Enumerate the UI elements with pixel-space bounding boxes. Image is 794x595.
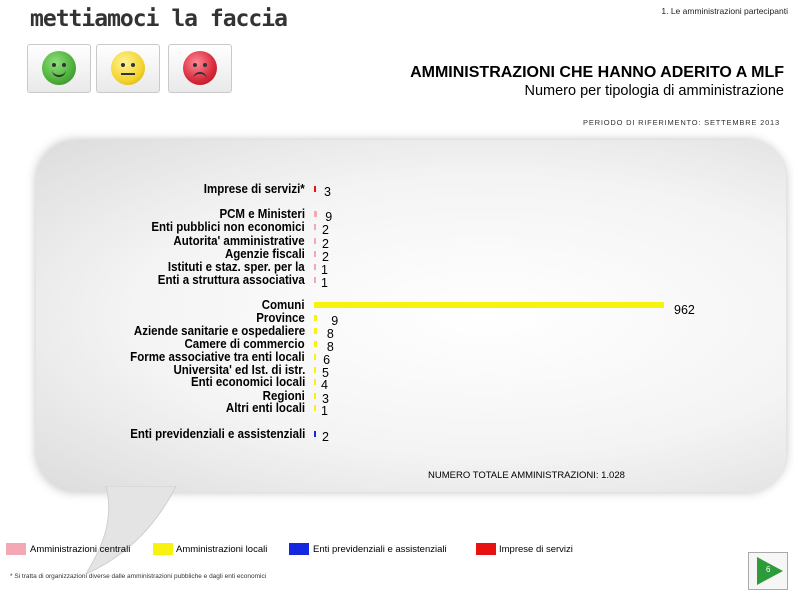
value-label: 4 — [321, 378, 328, 392]
category-label: Aziende sanitarie e ospedaliere — [133, 324, 305, 338]
category-label: Autorita' amministrative — [173, 234, 305, 248]
value-label: 8 — [326, 327, 334, 341]
bar — [314, 264, 316, 270]
total-label: NUMERO TOTALE AMMINISTRAZIONI: 1.028 — [428, 470, 625, 481]
logo: mettiamoci la faccia — [30, 6, 287, 32]
legend-label-centrali: Amministrazioni centrali — [30, 544, 131, 555]
category-label: Imprese di servizi* — [204, 182, 305, 196]
category-label: Camere di commercio — [184, 337, 305, 351]
section-title: 1. Le amministrazioni partecipanti — [661, 6, 788, 16]
value-label: 8 — [326, 340, 334, 354]
category-label: Comuni — [262, 298, 305, 312]
category-label: Altri enti locali — [225, 401, 305, 415]
bar — [314, 277, 316, 283]
footnote: * Si tratta di organizzazioni diverse dalle amministrazioni pubbliche e dagli enti economici — [10, 573, 267, 580]
bar — [314, 315, 317, 321]
category-label: Universita' ed Ist. di istr. — [173, 363, 305, 377]
category-label: Istituti e staz. sper. per la — [168, 260, 305, 274]
legend-swatch-previdenziali — [289, 543, 309, 555]
bar — [314, 431, 316, 437]
bar — [314, 354, 316, 360]
category-label: Enti pubblici non economici — [151, 220, 305, 234]
value-label: 2 — [322, 430, 329, 444]
category-label: Enti a struttura associativa — [158, 273, 305, 287]
category-label: PCM e Ministeri — [219, 207, 305, 221]
bar — [314, 224, 316, 230]
category-label: Province — [256, 311, 305, 325]
legend-label-servizi: Imprese di servizi — [499, 544, 573, 555]
legend-swatch-locali — [153, 543, 173, 555]
bar — [314, 379, 316, 385]
page-number: 6 — [766, 565, 771, 574]
bar — [314, 393, 316, 399]
value-label: 3 — [324, 185, 331, 199]
value-label: 9 — [325, 210, 333, 224]
page-title: AMMINISTRAZIONI CHE HANNO ADERITO A MLF — [410, 64, 784, 81]
value-label: 6 — [323, 353, 331, 367]
value-label: 1 — [321, 263, 328, 277]
value-label: 1 — [321, 276, 328, 290]
value-label: 962 — [674, 303, 695, 317]
category-label: Forme associative tra enti locali — [130, 350, 305, 364]
category-label: Agenzie fiscali — [225, 247, 305, 261]
bar — [314, 238, 316, 244]
legend-swatch-servizi — [476, 543, 496, 555]
value-label: 1 — [321, 404, 328, 418]
bar — [314, 251, 316, 257]
legend-label-locali: Amministrazioni locali — [176, 544, 268, 555]
value-label: 3 — [322, 392, 329, 406]
value-label: 5 — [322, 366, 329, 380]
bar — [314, 186, 316, 192]
category-label: Enti economici locali — [190, 375, 305, 389]
page-subtitle: Numero per tipologia di amministrazione — [524, 83, 784, 99]
bar — [314, 405, 316, 411]
bar — [314, 341, 317, 347]
bar — [314, 367, 316, 373]
legend-label-previdenziali: Enti previdenziali e assistenziali — [313, 544, 447, 555]
next-page-button[interactable] — [748, 552, 788, 590]
legend-swatch-centrali — [6, 543, 26, 555]
bar — [314, 328, 317, 334]
value-label: 2 — [322, 250, 329, 264]
reference-period: PERIODO DI RIFERIMENTO: SETTEMBRE 2013 — [583, 118, 780, 127]
bar — [314, 302, 664, 308]
value-label: 2 — [322, 223, 329, 237]
category-label: Enti previdenziali e assistenziali — [129, 427, 305, 441]
bar — [314, 211, 317, 217]
value-label: 2 — [322, 237, 329, 251]
category-label: Regioni — [262, 389, 305, 403]
value-label: 9 — [331, 314, 339, 328]
